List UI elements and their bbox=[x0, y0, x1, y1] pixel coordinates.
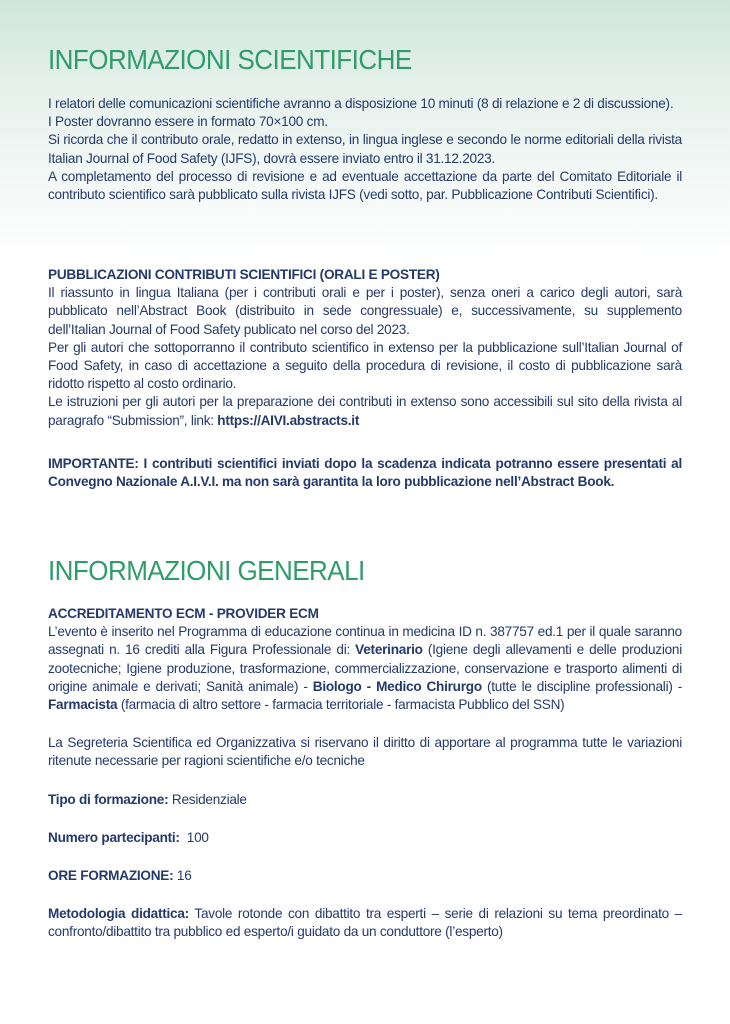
teaching-method-value: Tavole rotonde con dibattito tra esperti – serie di relazioni su tema preordinato – confronto/dibattito tra pubblico ed esperto/i guidato da un conduttore (l’esperto) bbox=[48, 906, 682, 940]
abstracts-link[interactable]: https://AIVI.abstracts.it bbox=[217, 412, 360, 428]
secretariat-text: La Segreteria Scientifica ed Organizzativa si riservano il diritto di apportare al programma tutte le variazioni ritenute necessarie per ragioni scientifiche e/o tecniche bbox=[48, 735, 682, 769]
ecm-text-part-4: (farmacia di altro settore - farmacia territoriale - farmacista Pubblico del SSN) bbox=[117, 697, 565, 713]
important-note: IMPORTANTE: I contributi scientifici inviati dopo la scadenza indicata potranno essere presentati al Convegno Nazionale A.I.V.I. ma non sarà garantita la loro pubblicazione nell’Abstract Book. bbox=[48, 456, 682, 490]
general-info-title: INFORMAZIONI GENERALI bbox=[48, 555, 365, 586]
training-type-label: Tipo di formazione: bbox=[48, 791, 169, 807]
author-instructions-text bbox=[48, 393, 682, 429]
scientific-info-title: INFORMAZIONI SCIENTIFICHE bbox=[48, 44, 412, 75]
training-hours-value: 16 bbox=[173, 868, 192, 884]
ecm-heading: ACCREDITAMENTO ECM - PROVIDER ECM bbox=[48, 606, 319, 621]
training-hours-label: ORE FORMAZIONE: bbox=[48, 868, 174, 884]
ecm-text-part-1: L’evento è inserito nel Programma di educazione continua in medicina ID n. 387757 ed.1 per il quale saranno assegnati n. 16 crediti alla Figura Professionale di: bbox=[48, 624, 682, 658]
ecm-veterinario: Veterinario bbox=[355, 642, 423, 658]
talk-duration-text: I relatori delle comunicazioni scientifiche avranno a disposizione 10 minuti (8 di relazione e 2 di discussione). bbox=[48, 96, 674, 111]
training-type bbox=[48, 791, 682, 809]
training-type-value: Residenziale bbox=[168, 791, 247, 807]
teaching-method-label: Metodologia didattica: bbox=[48, 906, 189, 922]
ecm-text-part-2: (Igiene degli allevamenti e delle produzioni zootecniche; Igiene produzione, trasformazione, commercializzazione, conservazione e trasporto alimenti di origine animale e derivati; Sanità animale) - bbox=[48, 642, 682, 694]
participants bbox=[48, 829, 682, 847]
ecm-biologo-medico: Biologo - Medico Chirurgo bbox=[312, 678, 482, 694]
ecm-text-part-3: (tutte le discipline professionali) - bbox=[481, 678, 682, 694]
participants-value: 100 bbox=[179, 829, 209, 845]
teaching-method bbox=[48, 905, 682, 941]
author-instructions-body: Le istruzioni per gli autori per la preparazione dei contributi in extenso sono accessibili sul sito della rivista al paragrafo “Submission”, link: bbox=[48, 394, 682, 428]
abstract-publication-text: Il riassunto in lingua Italiana (per i contributi orali e per i poster), senza oneri a carico degli autori, sarà pubblicato nell’Abstract Book (distribuito in sede congressuale) e, successivamente, su supplemento dell’Italian Journal of Food Safety publicato nel corso del 2023. bbox=[48, 285, 682, 337]
publications-heading: PUBBLICAZIONI CONTRIBUTI SCIENTIFICI (ORALI E POSTER) bbox=[48, 267, 440, 282]
participants-label: Numero partecipanti: bbox=[48, 829, 180, 845]
important-section bbox=[48, 455, 682, 491]
training-hours bbox=[48, 867, 682, 885]
poster-format-text: I Poster dovranno essere in formato 70×100 cm. bbox=[48, 114, 328, 130]
publications-section bbox=[48, 266, 682, 430]
scientific-info-section bbox=[48, 95, 682, 204]
extended-publication-text: Per gli autori che sottoporranno il contributo scientifico in extenso per la pubblicazione sull’Italian Journal of Food Safety, in caso di accettazione a seguito della procedura di revisione, il costo di pubblicazione sarà ridotto rispetto al costo ordinario. bbox=[48, 339, 682, 392]
general-info-section bbox=[48, 605, 682, 942]
extended-paper-text: Si ricorda che il contributo orale, redatto in extenso, in lingua inglese e secondo le norme editoriali della rivista Italian Journal of Food Safety (IJFS), dovrà essere inviato entro il 31.12.2023. bbox=[48, 132, 682, 166]
ecm-farmacista: Farmacista bbox=[48, 697, 118, 713]
review-process-text: A completamento del processo di revisione e ad eventuale accettazione da parte del Comitato Editoriale il contributo scientifico sarà pubblicato sulla rivista IJFS (vedi sotto, par. Pubblicazione Contributi Scientifici). bbox=[48, 168, 682, 203]
ecm-text bbox=[48, 623, 682, 714]
